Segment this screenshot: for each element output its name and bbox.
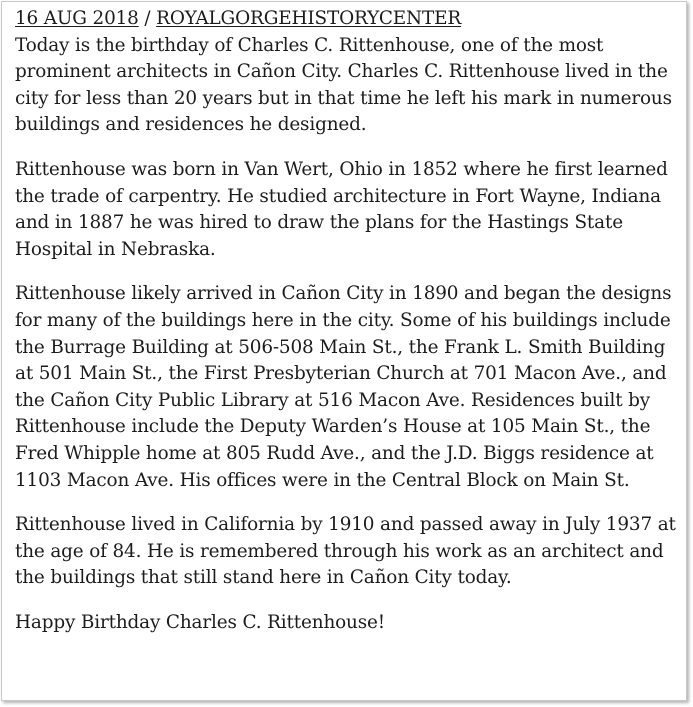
paragraph-closing: Happy Birthday Charles C. Rittenhouse! [15,611,386,633]
post-content [15,6,680,636]
paragraph-buildings: Rittenhouse likely arrived in Cañon City in 1890 and began the designs for many of the buildings here in the city. Some of his buildings include the Burrage Building at 506-508 Main St., the Frank L. Smith Building at 501 Main St., the First Presbyterian Church at 701 Macon Ave., and the Cañon City Public Library at 516 Macon Ave. Residences built by Rittenhouse include the Deputy Warden’s House at 105 Main St., the Fred Whipple home at 805 Rudd Ave., and the J.D. Biggs residence at 1103 Macon Ave. His offices were in the Central Block on Main St. [15,283,672,491]
post-header [15,6,680,33]
post-date: 16 AUG 2018 [15,8,139,29]
paragraph-intro: Today is the birthday of Charles C. Rittenhouse, one of the most prominent architects in Cañon City. Charles C. Rittenhouse lived in the city for less than 20 years but in that time he left his mark in numerous buildings and residences he designed. [15,34,672,136]
post-source: ROYALGORGEHISTORYCENTER [156,8,462,29]
header-separator: / [138,8,157,29]
paragraph-later-life: Rittenhouse lived in California by 1910 and passed away in July 1937 at the age of 84. He is remembered through his work as an architect and the buildings that still stand here in Cañon City today. [15,514,676,589]
paragraph-early-life: Rittenhouse was born in Van Wert, Ohio in 1852 where he first learned the trade of carpentry. He studied architecture in Fort Wayne, Indiana and in 1887 he was hired to draw the plans for the Hastings State Hospital in Nebraska. [15,158,668,260]
post-card [1,1,687,701]
